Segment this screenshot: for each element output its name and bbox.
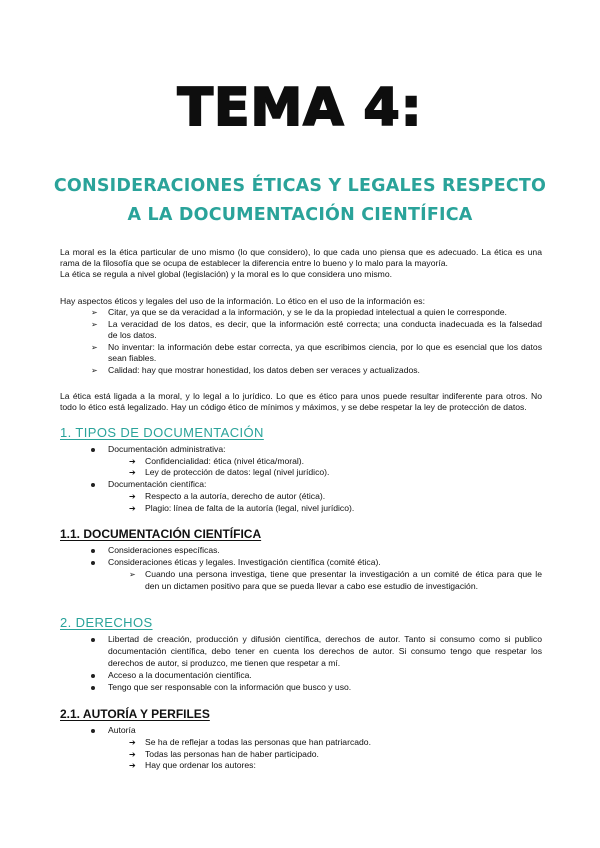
arrow-bullet-icon: ➢: [91, 366, 98, 375]
list-item: Citar, ya que se da veracidad a la información, y se le da la propiedad intelectual a quien le corresponde.: [108, 307, 507, 317]
bullet-icon: [91, 638, 95, 642]
arrow-bullet-icon: ➢: [129, 570, 136, 579]
list-item: Ley de protección de datos: legal (nivel jurídico).: [145, 467, 330, 477]
list-item: Tengo que ser responsable con la información que busco y uso.: [108, 682, 352, 692]
arrow-bullet-icon: ➢: [91, 320, 98, 329]
bullet-icon: [91, 448, 95, 452]
bullet-icon: [91, 729, 95, 733]
ethics-line-2: todo lo ético está legalizado. Hay un código ético de mínimos y máximos, y se debe respetar la ley de protección de datos.: [60, 402, 527, 412]
sub-arrow-icon: ➔: [129, 468, 136, 477]
list-item: Consideraciones específicas.: [108, 545, 220, 555]
list-item: La veracidad de los datos, es decir, que la información esté correcta; una conducta inadecuada es la falsedad: [108, 319, 542, 329]
page-title: TEMA 4:: [177, 78, 423, 138]
list-item-continued: de los datos.: [108, 330, 157, 340]
list-item: Confidencialidad: ética (nivel ética/moral).: [145, 456, 305, 466]
subtitle-line-2: A LA DOCUMENTACIÓN CIENTÍFICA: [127, 205, 473, 225]
list-item: Se ha de reflejar a todas las personas que han patriarcado.: [145, 737, 371, 747]
sub-arrow-icon: ➔: [129, 761, 136, 770]
intro-line-2: rama de la filosofía que se ocupa de establecer la diferencia entre lo bueno y lo malo para la mayoría.: [60, 258, 448, 268]
ethics-line-1: La ética está ligada a la moral, y lo legal a lo jurídico. Lo que es ético para unos puede resultar indiferente para otros. No: [60, 391, 542, 401]
bullet-icon: [91, 549, 95, 553]
list-item: Calidad: hay que mostrar honestidad, los datos deben ser veraces y actualizados.: [108, 365, 420, 375]
list-item-continued: sean fiables.: [108, 353, 157, 363]
section-heading-derechos: 2. DERECHOS: [60, 615, 153, 630]
bullet-icon: [91, 686, 95, 690]
section-heading-doc-cientifica: 1.1. DOCUMENTACIÓN CIENTÍFICA: [60, 527, 262, 541]
list-item: Plagio: línea de falta de la autoría (legal, nivel jurídico).: [145, 503, 355, 513]
list-item-continued: den un dictamen positivo para que se pueda llevar a cabo ese estudio de investigación.: [145, 581, 478, 591]
bullet-icon: [91, 483, 95, 487]
sub-arrow-icon: ➔: [129, 738, 136, 747]
sub-arrow-icon: ➔: [129, 457, 136, 466]
list-item: Cuando una persona investiga, tiene que presentar la investigación a un comité de ética para que le: [145, 569, 542, 579]
intro-aspects: Hay aspectos éticos y legales del uso de la información. Lo ético en el uso de la información es:: [60, 296, 425, 306]
list-item: Consideraciones éticas y legales. Investigación científica (comité ética).: [108, 557, 381, 567]
list-item: No inventar: la información debe estar correcta, ya que escribimos ciencia, por lo que es esencial que los datos: [108, 342, 542, 352]
arrow-bullet-icon: ➢: [91, 308, 98, 317]
section-heading-tipos: 1. TIPOS DE DOCUMENTACIÓN: [60, 425, 264, 440]
section-heading-autoria: 2.1. AUTORÍA Y PERFILES: [60, 707, 210, 721]
list-item: Todas las personas han de haber participado.: [145, 749, 319, 759]
list-item: Documentación administrativa:: [108, 444, 226, 454]
bullet-icon: [91, 561, 95, 565]
list-item-continued: derechos de autor, si produzco, me tienen que respetar a mí.: [108, 658, 341, 668]
intro-line-1: La moral es la ética particular de uno mismo (lo que considero), lo que cada uno piensa que es adecuado. La ética es una: [60, 247, 542, 257]
list-item-continued: documentación científica, debo tener en cuenta los derechos de autor. Si consumo tengo que respetar los: [108, 646, 542, 656]
intro-line-3: La ética se regula a nivel global (legislación) y la moral es lo que considera uno mismo.: [60, 269, 392, 279]
sub-arrow-icon: ➔: [129, 504, 136, 513]
list-item: Documentación científica:: [108, 479, 207, 489]
bullet-icon: [91, 674, 95, 678]
list-item: Autoría: [108, 725, 136, 735]
list-item: Hay que ordenar los autores:: [145, 760, 256, 770]
list-item: Libertad de creación, producción y difusión científica, derechos de autor. Tanto si consumo como si publico: [108, 634, 542, 644]
list-item: Acceso a la documentación científica.: [108, 670, 252, 680]
subtitle-line-1: CONSIDERACIONES ÉTICAS Y LEGALES RESPECTO: [53, 176, 547, 196]
arrow-bullet-icon: ➢: [91, 343, 98, 352]
list-item: Respecto a la autoría, derecho de autor (ética).: [145, 491, 326, 501]
sub-arrow-icon: ➔: [129, 750, 136, 759]
sub-arrow-icon: ➔: [129, 492, 136, 501]
